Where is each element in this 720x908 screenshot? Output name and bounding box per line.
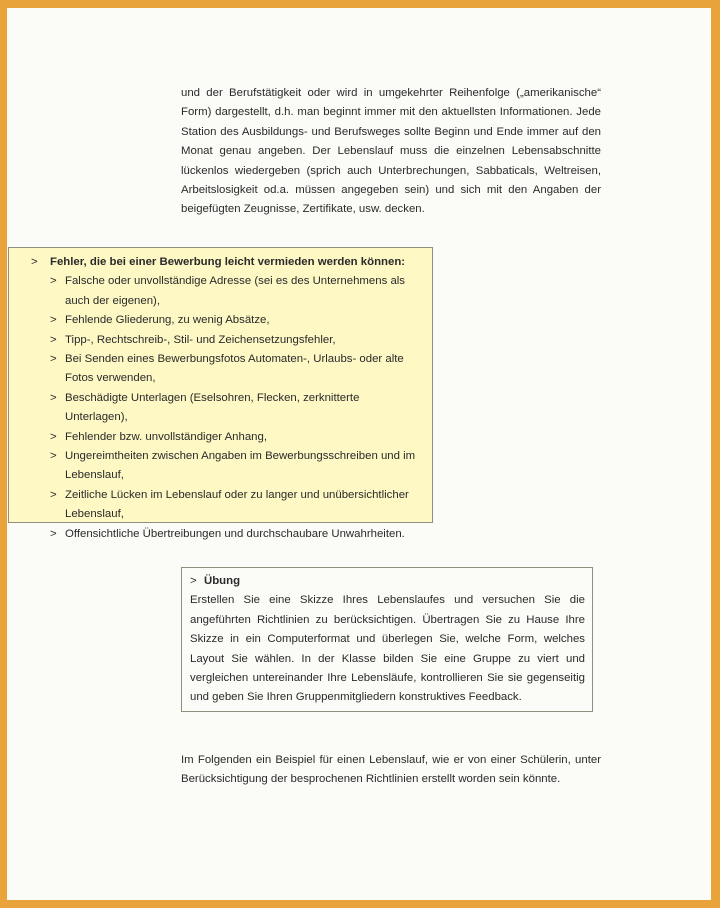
list-item [50, 331, 424, 350]
mistakes-list [31, 272, 424, 544]
exercise-text: Erstellen Sie eine Skizze Ihres Lebenslaufes und versuchen Sie die angeführten Richtlinien zu berücksichtigen. Übertragen Sie zu Hause Ihre Skizze in ein Computerformat und überlegen Sie, welche Form, welches Layout Sie wählen. In der Klasse bilden Sie eine Gruppe zu viert und vergleichen untereinander Ihre Lebensläufe, kontrollieren Sie sie gegenseitig und geben Sie Ihren Gruppenmitgliedern konstruktives Feedback. [190, 594, 585, 704]
exercise-title-text: Übung [204, 575, 241, 587]
arrow-marker-icon: > [190, 575, 197, 587]
arrow-marker-icon: > [50, 430, 57, 443]
list-item-text: Ungereimtheiten zwischen Angaben im Bewerbungsschreiben und im Lebenslauf, [65, 450, 416, 482]
list-item [50, 350, 424, 389]
list-item-text: Fehlende Gliederung, zu wenig Absätze, [65, 314, 270, 327]
list-item-text: Bei Senden eines Bewerbungsfotos Automaten-, Urlaubs- oder alte Fotos verwenden, [65, 353, 404, 385]
document-page [7, 8, 711, 900]
mistakes-heading-text: Fehler, die bei einer Bewerbung leicht vermieden werden können: [50, 256, 406, 268]
list-item [50, 311, 424, 330]
arrow-marker-icon: > [50, 314, 57, 327]
list-item [50, 389, 424, 428]
list-item [50, 486, 424, 525]
arrow-marker-icon: > [31, 256, 38, 268]
list-item-text: Falsche oder unvollständige Adresse (sei es des Unternehmens als auch der eigenen), [65, 275, 406, 307]
exercise-box [181, 567, 593, 712]
mistakes-box [8, 247, 433, 540]
arrow-marker-icon: > [50, 353, 57, 366]
list-item-text: Fehlender bzw. unvollständiger Anhang, [65, 430, 268, 443]
list-item [50, 525, 424, 544]
arrow-marker-icon: > [50, 275, 57, 288]
list-item-text: Zeitliche Lücken im Lebenslauf oder zu langer und unübersichtlicher Lebenslauf, [65, 488, 409, 521]
list-item [50, 447, 424, 486]
list-item-text: Beschädigte Unterlagen (Eselsohren, Flecken, zerknitterte Unterlagen), [65, 391, 360, 424]
arrow-marker-icon: > [50, 391, 57, 404]
arrow-marker-icon: > [50, 488, 57, 501]
list-item [50, 428, 424, 447]
list-item-text: Offensichtliche Übertreibungen und durchschaubare Unwahrheiten. [65, 527, 405, 540]
arrow-marker-icon: > [50, 527, 57, 540]
intro-paragraph: und der Berufstätigkeit oder wird in umgekehrter Reihenfolge („amerikanische“ Form) dargestellt, d.h. man beginnt immer mit den aktuellsten Informationen. Jede Station des Ausbildungs- und Berufsweges sollte Beginn und Ende immer auf den Monat genau angeben. Der Lebenslauf muss die einzelnen Lebensabschnitte lückenlos wiedergeben (sprich auch Unterbrechungen, Sabbaticals, Weltreisen, Arbeitslosigkeit od.a. müssen angegeben sein) und sich mit den Angaben der beigefügten Zeugnisse, Zertifikate, usw. decken. [181, 87, 601, 216]
mistakes-heading [31, 253, 424, 272]
list-item-text: Tipp-, Rechtschreib-, Stil- und Zeichensetzungsfehler, [65, 333, 336, 346]
arrow-marker-icon: > [50, 450, 57, 463]
list-item [50, 272, 424, 311]
arrow-marker-icon: > [50, 333, 57, 346]
outro-paragraph: Im Folgenden ein Beispiel für einen Lebenslauf, wie er von einer Schülerin, unter Berücksichtigung der besprochenen Richtlinien erstellt worden sein könnte. [181, 754, 601, 786]
exercise-title [190, 572, 585, 591]
